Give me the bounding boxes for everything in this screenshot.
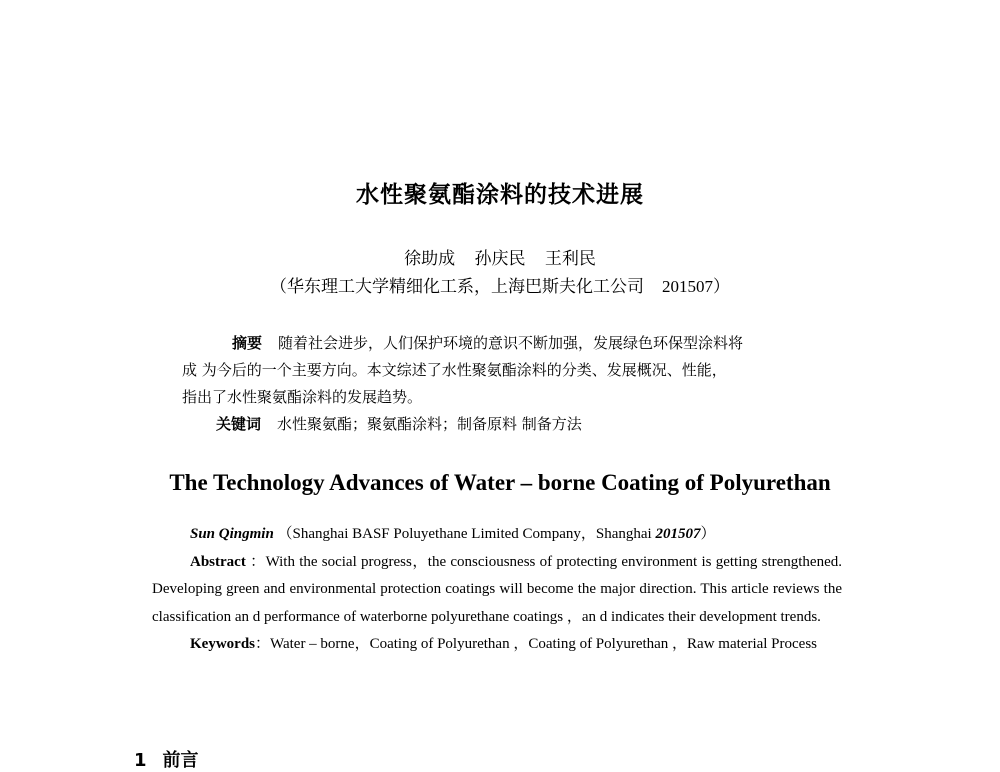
keywords-text-en: ：Water – borne，Coating of Polyurethan ，Coating of Polyurethan ，Raw material Process xyxy=(255,636,818,652)
english-keywords-paragraph xyxy=(152,631,842,659)
author-name: 孙庆民 xyxy=(474,249,526,269)
chinese-abstract xyxy=(182,330,822,438)
abstract-text: 随着社会进步，人们保护环境的意识不断加强，发展绿色环保型涂料将 xyxy=(278,334,744,352)
keywords-label-en: Keywords xyxy=(190,636,255,652)
postal-code: 201507） xyxy=(662,277,730,296)
abstract-line xyxy=(182,330,822,357)
keywords-label: 关键词 xyxy=(216,415,262,433)
affiliation xyxy=(0,272,1000,297)
english-affiliation-close: ） xyxy=(700,526,716,542)
english-author: Sun Qingmin xyxy=(190,526,274,542)
section-title: 前言 xyxy=(162,750,199,771)
english-author-line xyxy=(152,521,842,549)
author-name: 王利民 xyxy=(544,249,596,269)
english-abstract xyxy=(152,521,842,659)
english-title: The Technology Advances of Water – borne Coating of Polyurethan xyxy=(169,470,831,495)
english-zip: 201507 xyxy=(655,526,701,542)
abstract-label: 摘要 xyxy=(232,334,263,352)
section-number: 1 xyxy=(134,750,147,771)
affiliation-text: （华东理工大学精细化工系，上海巴斯夫化工公司 xyxy=(270,277,644,297)
english-abstract-paragraph xyxy=(152,549,842,632)
abstract-label-en: Abstract xyxy=(190,553,246,570)
english-affiliation: （Shanghai BASF Poluyethane Limited Company，Shanghai xyxy=(277,526,652,542)
author-name: 徐助成 xyxy=(404,249,456,269)
keywords-line xyxy=(182,411,822,438)
abstract-line: 成 为今后的一个主要方向。本文综述了水性聚氨酯涂料的分类、发展概况、性能， xyxy=(182,361,727,379)
author-list xyxy=(0,244,1000,269)
keywords-text: 水性聚氨酯；聚氨酯涂料；制备原料 制备方法 xyxy=(277,415,582,433)
section-heading xyxy=(134,746,199,772)
abstract-text-en: ：With the social progress，the consciousness of protecting environment is getting strengthened. Developing green and environmental protection coatings will become the major direction. This article reviews the classification an d performance of waterborne polyurethane coatings ，an d indicates their development trends. xyxy=(152,553,842,625)
abstract-line: 指出了水性聚氨酯涂料的发展趋势。 xyxy=(182,388,423,406)
paper-title: 水性聚氨酯涂料的技术进展 xyxy=(356,182,644,208)
